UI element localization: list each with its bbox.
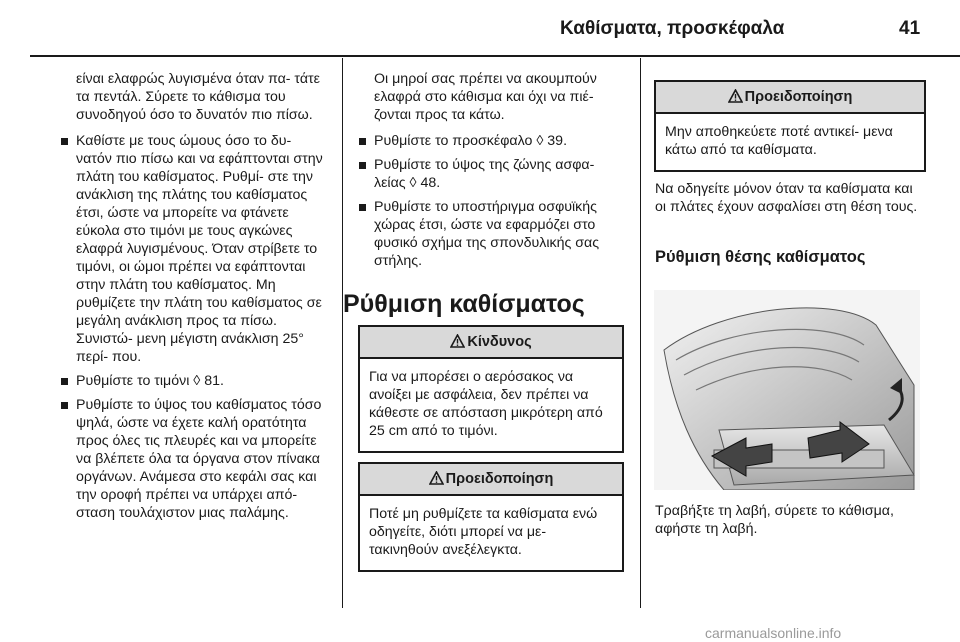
caution-box-header (656, 82, 924, 114)
caution-text: Ποτέ μη ρυθμίζετε τα καθίσματα ενώ οδηγείτε, διότι μπορεί να με- τακινηθούν ανεξέλεγκτα. (369, 506, 598, 558)
bullet-item: Ρυθμίστε το ύψος του καθίσματος τόσο ψηλά, ώστε να έχετε καλή ορατότητα προς όλες τις πλευρές και να μπορείτε να βλέπετε όλα τα όργανα στον πίνακα οργάνων. Ανάμεσα στο κεφάλι σας και την οροφή πρέπει να υπάρχει από- σταση τουλάχιστον μιας παλάμης. (60, 396, 328, 522)
paragraph: Οι μηροί σας πρέπει να ακουμπούν ελαφρά στο κάθισμα και όχι να πιέ- ζονται προς τα κάτω. (374, 71, 597, 123)
section-heading: Ρύθμιση καθίσματος (343, 290, 585, 318)
danger-title: Κίνδυνος (467, 334, 532, 350)
seat-adjustment-illustration (654, 290, 920, 490)
caution-box-header (360, 464, 622, 496)
paragraph: Να οδηγείτε μόνον όταν τα καθίσματα και οι πλάτες έχουν ασφαλίσει στη θέση τους. (655, 181, 918, 215)
warning-icon (429, 466, 444, 496)
bullet-item: Ρυθμίστε το υποστήριγμα οσφυϊκής χώρας έτσι, ώστε να εφαρμόζει στο φυσικό σχήμα της σπονδυλικής σας στήλης. (358, 198, 626, 270)
caution-text: Μην αποθηκεύετε ποτέ αντικεί- μενα κάτω από τα καθίσματα. (665, 124, 893, 158)
subsection-heading: Ρύθμιση θέσης καθίσματος (655, 248, 866, 266)
caution-box (654, 80, 926, 172)
figure-caption: Τραβήξτε τη λαβή, σύρετε το κάθισμα, αφήστε τη λαβή. (655, 503, 894, 537)
bullet-item: Ρυθμίστε το προσκέφαλο ◊ 39. (358, 132, 626, 150)
caution-title: Προειδοποίηση (744, 89, 853, 105)
page-header-title: Καθίσματα, προσκέφαλα (560, 18, 785, 39)
bullet-item: Καθίστε με τους ώμους όσο το δυ- νατόν πιο πίσω και να εφάπτονται στην πλάτη του καθίσματος. Ρυθμί- στε την ανάκλιση της πλάτης του καθίσματος έτσι, ώστε να μπορείτε να φτάνετε εύκολα στο τιμόνι με τους αγκώνες ελαφρά λυγισμένους. Όταν στρίβετε το τιμόνι, οι ώμοι πρέπει να εφάπτονται στην πλάτη του καθίσματος. Μη ρυθμίζετε την πλάτη του καθίσματος σε μεγάλη ανάκλιση προς τα πίσω. Συνιστώ- μενη μέγιστη ανάκλιση 25° περί- που. (60, 132, 328, 366)
warning-icon (728, 84, 743, 114)
caution-box (358, 462, 624, 572)
column-divider (342, 58, 343, 608)
paragraph: είναι ελαφρώς λυγισμένα όταν πα- τάτε τα πεντάλ. Σύρετε το κάθισμα του συνοδηγού όσο το δυνατόν πιο πίσω. (76, 71, 320, 123)
header-rule (30, 55, 960, 57)
column-1 (60, 70, 328, 528)
bullet-item: Ρυθμίστε το τιμόνι ◊ 81. (60, 372, 328, 390)
watermark: carmanualsonline.info (705, 625, 842, 641)
warning-icon (450, 329, 465, 359)
danger-text: Για να μπορέσει ο αερόσακος να ανοίξει με ασφάλεια, δεν πρέπει να κάθεστε σε απόσταση μικρότερη από 25 cm από το τιμόνι. (369, 369, 603, 439)
column-divider (640, 58, 641, 608)
bullet-item: Ρυθμίστε το ύψος της ζώνης ασφα- λείας ◊ 48. (358, 156, 626, 192)
danger-box-header (360, 327, 622, 359)
caution-title: Προειδοποίηση (445, 471, 554, 487)
danger-box (358, 325, 624, 453)
column-2 (358, 70, 626, 276)
page-number: 41 (899, 18, 921, 39)
